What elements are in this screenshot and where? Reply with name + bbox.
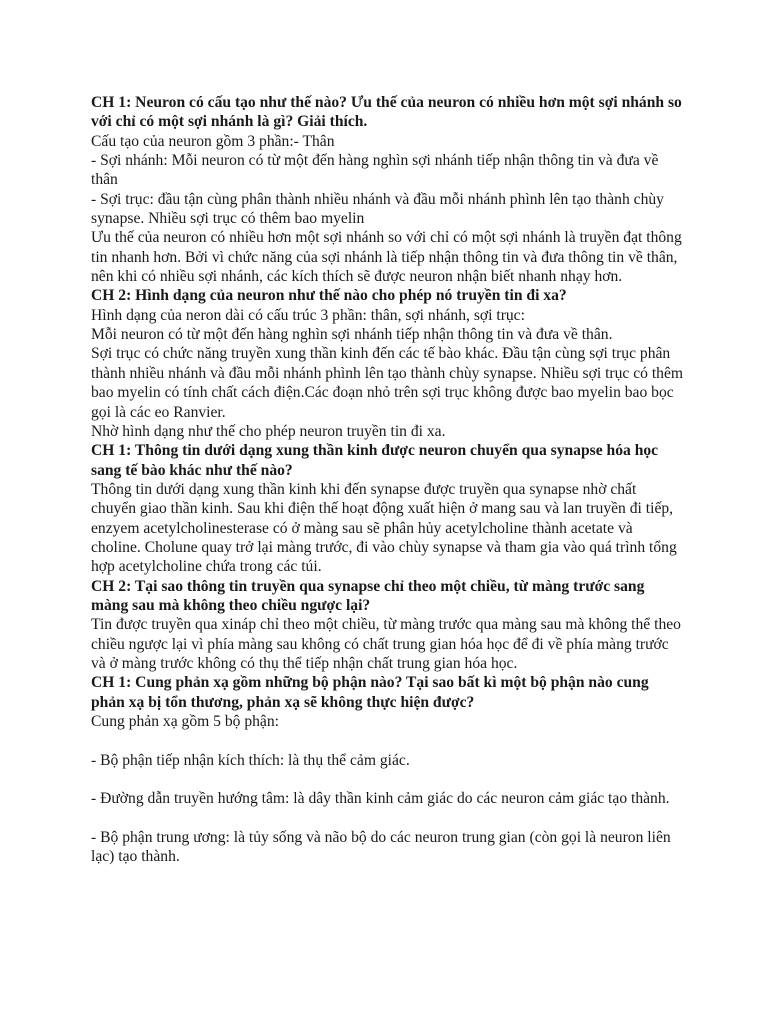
answer-paragraph: Ưu thế của neuron có nhiều hơn một sợi nhánh so với chỉ có một sợi nhánh là truyền đạt thông tin nhanh hơn. Bởi vì chức năng của sợi nhánh là tiếp nhận thông tin và đưa thông tin về thân, nên khi có nhiều sợi nhánh, các kích thích sẽ được neuron nhận biết nhanh nhạy hơn. xyxy=(91,229,682,286)
answer-paragraph: Hình dạng của neron dài có cấu trúc 3 phần: thân, sợi nhánh, sợi trục: xyxy=(91,306,525,324)
document-page xyxy=(91,93,683,867)
question-heading: CH 1: Thông tin dưới dạng xung thần kinh được neuron chuyển qua synapse hóa học sang tế bào khác như thế nào? xyxy=(91,442,659,479)
list-item: - Bộ phận trung ương: là tủy sống và não bộ do các neuron trung gian (còn gọi là neuron liên lạc) tạo thành. xyxy=(91,829,671,866)
question-heading: CH 1: Cung phản xạ gồm những bộ phận nào? Tại sao bất kì một bộ phận nào cung phản xạ bị tổn thương, phản xạ sẽ không thực hiện được? xyxy=(91,674,649,711)
question-heading: CH 2: Hình dạng của neuron như thế nào cho phép nó truyền tin đi xa? xyxy=(91,287,567,305)
answer-paragraph: Sợi trục có chức năng truyền xung thần kinh đến các tế bào khác. Đầu tận cùng sợi trục phân thành nhiều nhánh và đầu mỗi nhánh phình lên tạo thành chùy synapse. Nhiều sợi trục có thêm bao myelin có tính chất cách điện.Các đoạn nhỏ trên sợi trục không được bao myelin bao bọc gọi là các eo Ranvier. xyxy=(91,345,684,421)
answer-paragraph: Cung phản xạ gồm 5 bộ phận: xyxy=(91,713,279,730)
question-heading: CH 2: Tại sao thông tin truyền qua synapse chỉ theo một chiều, từ màng trước sang màng sau mà không theo chiều ngược lại? xyxy=(91,577,645,614)
answer-paragraph: - Sợi nhánh: Mỗi neuron có từ một đến hàng nghìn sợi nhánh tiếp nhận thông tin và đưa về thân xyxy=(91,152,659,189)
list-item: - Bộ phận tiếp nhận kích thích: là thụ thể cảm giác. xyxy=(91,751,410,769)
answer-paragraph: Nhờ hình dạng như thế cho phép neuron truyền tin đi xa. xyxy=(91,422,446,440)
question-heading: CH 1: Neuron có cấu tạo như thế nào? Ưu thế của neuron có nhiều hơn một sợi nhánh so với chỉ có một sợi nhánh là gì? Giải thích. xyxy=(91,94,682,131)
list-item: - Đường dẫn truyền hướng tâm: là dây thần kinh cảm giác do các neuron cảm giác tạo thành. xyxy=(91,790,670,808)
answer-paragraph: Cấu tạo của neuron gồm 3 phần:- Thân xyxy=(91,132,335,150)
answer-paragraph: - Sợi trục: đầu tận cùng phân thành nhiều nhánh và đầu mỗi nhánh phình lên tạo thành chùy synapse. Nhiều sợi trục có thêm bao myelin xyxy=(91,190,664,228)
answer-paragraph: Thông tin dưới dạng xung thần kinh khi đến synapse được truyền qua synapse nhờ chất chuyển giao thần kinh. Sau khi điện thế hoạt động xuất hiện ở mang sau và lan truyền đi tiếp, enzyem acetylcholinesterase có ở màng sau sẽ phân hủy acetylcholine thành acetate và choline. Cholune quay trở lại màng trước, đi vào chùy synapse và tham gia vào quá trình tổng hợp acetylcholine chứa trong các túi. xyxy=(91,480,677,576)
blank-line xyxy=(91,809,683,828)
answer-paragraph: Tin được truyền qua xináp chỉ theo một chiều, từ màng trước qua màng sau mà không thể theo chiều ngược lại vì phía màng sau không có chất trung gian hóa học để đi về phía màng trước và ở màng trước không có thụ thể tiếp nhận chất trung gian hóa học. xyxy=(91,616,681,672)
blank-line xyxy=(91,770,683,789)
blank-line xyxy=(91,731,683,750)
answer-paragraph: Mỗi neuron có từ một đến hàng nghìn sợi nhánh tiếp nhận thông tin và đưa về thân. xyxy=(91,326,613,344)
